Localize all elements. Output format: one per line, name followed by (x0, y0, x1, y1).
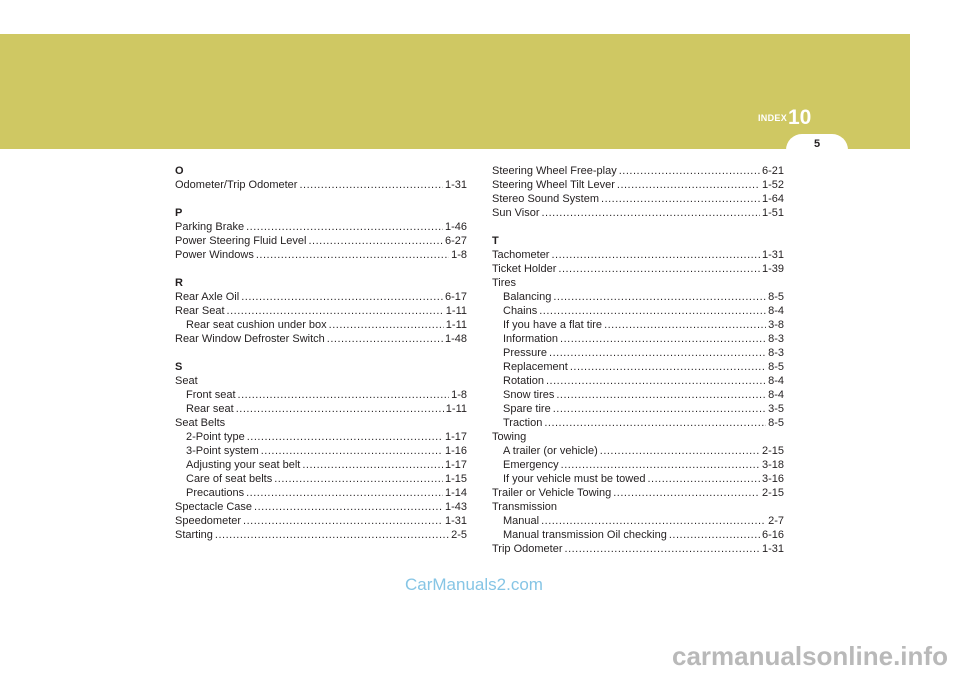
index-entry (492, 430, 784, 444)
index-subentry (492, 388, 784, 402)
dot-leader (299, 178, 443, 192)
entry-page-number: 3-5 (768, 403, 784, 415)
index-letter-heading: O (175, 165, 184, 177)
entry-page-number: 1-51 (761, 207, 784, 219)
index-subentry (175, 430, 467, 444)
entry-page-number: 8-4 (768, 305, 784, 317)
index-entry (175, 304, 467, 318)
index-entry (175, 178, 467, 192)
dot-leader (236, 402, 444, 416)
dot-leader (308, 234, 443, 248)
header-band (0, 34, 910, 149)
entry-page-number: 1-52 (761, 179, 784, 191)
entry-page-number: 3-16 (761, 473, 784, 485)
entry-name: Trailer or Vehicle Towing (492, 487, 612, 499)
entry-name: 3-Point system (186, 445, 259, 457)
entry-name: Chains (503, 305, 538, 317)
dot-leader (604, 318, 766, 332)
entry-page-number: 1-16 (444, 445, 467, 457)
entry-name: Replacement (503, 361, 568, 373)
dot-leader (539, 304, 766, 318)
index-entry (492, 192, 784, 206)
dot-leader (613, 486, 760, 500)
entry-name: Traction (503, 417, 543, 429)
entry-name: Information (503, 333, 559, 345)
dot-leader (553, 290, 766, 304)
entry-name: If you have a flat tire (503, 319, 603, 331)
dot-leader (327, 332, 443, 346)
index-entry (492, 164, 784, 178)
entry-page-number: 2-15 (761, 445, 784, 457)
index-entry (175, 248, 467, 262)
entry-page-number: 8-4 (768, 389, 784, 401)
entry-name: Manual transmission Oil checking (503, 529, 667, 541)
index-entry (492, 276, 784, 290)
index-subentry (175, 318, 467, 332)
dot-leader (256, 248, 449, 262)
dot-leader (243, 514, 443, 528)
index-subentry (175, 402, 467, 416)
index-entry (492, 178, 784, 192)
entry-name: Precautions (186, 487, 245, 499)
entry-name: Emergency (503, 459, 559, 471)
entry-page-number: 8-4 (768, 375, 784, 387)
entry-name: Tires (492, 277, 517, 289)
entry-name: Tachometer (492, 249, 550, 261)
entry-page-number: 1-64 (761, 193, 784, 205)
index-letter-heading: R (175, 277, 183, 289)
index-subentry (492, 290, 784, 304)
index-subentry (492, 528, 784, 542)
dot-leader (254, 500, 443, 514)
entry-page-number: 1-17 (444, 459, 467, 471)
dot-leader (647, 472, 760, 486)
index-column-right (492, 164, 784, 556)
watermark-carmanuals2[interactable]: CarManuals2.com (405, 575, 543, 594)
index-entry (492, 248, 784, 262)
index-subentry (175, 486, 467, 500)
entry-page-number: 1-11 (445, 403, 467, 415)
page-number: 5 (813, 138, 821, 150)
index-column-left (175, 164, 467, 542)
entry-name: Rear Axle Oil (175, 291, 240, 303)
entry-page-number: 8-3 (768, 333, 784, 345)
index-entry (175, 416, 467, 430)
entry-name: Odometer/Trip Odometer (175, 179, 298, 191)
dot-leader (617, 178, 760, 192)
index-entry (175, 514, 467, 528)
index-letter-heading: P (175, 207, 183, 219)
dot-leader (669, 528, 760, 542)
entry-page-number: 1-31 (761, 543, 784, 555)
index-subentry (492, 458, 784, 472)
entry-name: Spare tire (503, 403, 551, 415)
entry-page-number: 1-8 (451, 389, 467, 401)
index-entry (175, 500, 467, 514)
dot-leader (274, 472, 443, 486)
index-entry (492, 500, 784, 514)
dot-leader (565, 542, 760, 556)
index-entry (492, 486, 784, 500)
entry-name: Rear Seat (175, 305, 225, 317)
entry-name: Sun Visor (492, 207, 540, 219)
entry-page-number: 1-31 (761, 249, 784, 261)
entry-name: 2-Point type (186, 431, 245, 443)
index-entry (492, 206, 784, 220)
index-subentry (492, 346, 784, 360)
dot-leader (619, 164, 760, 178)
entry-page-number: 6-21 (761, 165, 784, 177)
entry-name: Towing (492, 431, 527, 443)
entry-name: Steering Wheel Tilt Lever (492, 179, 615, 191)
entry-page-number: 1-17 (444, 431, 467, 443)
entry-page-number: 1-15 (444, 473, 467, 485)
entry-page-number: 1-11 (445, 305, 467, 317)
dot-leader (241, 290, 443, 304)
entry-page-number: 8-3 (768, 347, 784, 359)
entry-name: Care of seat belts (186, 473, 273, 485)
index-subentry (175, 472, 467, 486)
entry-page-number: 1-31 (444, 179, 467, 191)
index-entry (175, 528, 467, 542)
dot-leader (560, 332, 766, 346)
dot-leader (551, 248, 759, 262)
index-letter-heading: T (492, 235, 499, 247)
entry-name: Adjusting your seat belt (186, 459, 301, 471)
dot-leader (246, 220, 443, 234)
index-subentry (492, 332, 784, 346)
index-entry (175, 234, 467, 248)
entry-name: Steering Wheel Free-play (492, 165, 617, 177)
index-subentry (492, 318, 784, 332)
entry-page-number: 1-8 (451, 249, 467, 261)
watermark-carmanualsonline[interactable]: carmanualsonline.info (672, 641, 948, 671)
entry-name: Transmission (492, 501, 557, 513)
dot-leader (600, 444, 760, 458)
dot-leader (546, 374, 766, 388)
entry-page-number: 2-5 (451, 529, 467, 541)
dot-leader (558, 262, 760, 276)
entry-page-number: 8-5 (768, 417, 784, 429)
dot-leader (302, 458, 443, 472)
entry-name: Front seat (186, 389, 236, 401)
entry-name: Rear seat (186, 403, 234, 415)
entry-name: Seat (175, 375, 198, 387)
entry-page-number: 1-48 (444, 333, 467, 345)
entry-name: Stereo Sound System (492, 193, 600, 205)
dot-leader (329, 318, 444, 332)
entry-name: Power Steering Fluid Level (175, 235, 307, 247)
entry-page-number: 8-5 (768, 291, 784, 303)
dot-leader (553, 402, 766, 416)
entry-page-number: 6-17 (444, 291, 467, 303)
index-subentry (175, 458, 467, 472)
index-subentry (492, 374, 784, 388)
dot-leader (549, 346, 766, 360)
dot-leader (247, 430, 443, 444)
entry-page-number: 1-11 (445, 319, 467, 331)
entry-page-number: 3-18 (761, 459, 784, 471)
dot-leader (601, 192, 760, 206)
index-subentry (492, 514, 784, 528)
index-subentry (492, 360, 784, 374)
entry-page-number: 2-15 (761, 487, 784, 499)
entry-name: Manual (503, 515, 540, 527)
dot-leader (544, 416, 766, 430)
entry-name: Trip Odometer (492, 543, 563, 555)
dot-leader (227, 304, 444, 318)
dot-leader (561, 458, 760, 472)
entry-name: Rear Window Defroster Switch (175, 333, 325, 345)
dot-leader (556, 388, 766, 402)
index-subentry (175, 388, 467, 402)
entry-name: A trailer (or vehicle) (503, 445, 598, 457)
entry-name: Spectacle Case (175, 501, 253, 513)
index-entry (175, 220, 467, 234)
index-subentry (175, 444, 467, 458)
dot-leader (542, 206, 760, 220)
index-entry (175, 290, 467, 304)
entry-page-number: 6-27 (444, 235, 467, 247)
entry-name: Speedometer (175, 515, 242, 527)
chapter-number: 10 (788, 106, 812, 129)
index-subentry (492, 416, 784, 430)
entry-page-number: 8-5 (768, 361, 784, 373)
entry-name: Parking Brake (175, 221, 245, 233)
entry-page-number: 6-16 (761, 529, 784, 541)
entry-page-number: 1-39 (761, 263, 784, 275)
entry-name: If your vehicle must be towed (503, 473, 646, 485)
index-entry (492, 262, 784, 276)
index-entry (175, 374, 467, 388)
dot-leader (541, 514, 766, 528)
entry-name: Ticket Holder (492, 263, 557, 275)
chapter-label: INDEX (758, 113, 788, 123)
index-entry (492, 542, 784, 556)
entry-page-number: 1-31 (444, 515, 467, 527)
dot-leader (570, 360, 766, 374)
index-subentry (492, 472, 784, 486)
entry-name: Snow tires (503, 389, 555, 401)
entry-page-number: 3-8 (768, 319, 784, 331)
index-subentry (492, 304, 784, 318)
index-subentry (492, 402, 784, 416)
entry-name: Balancing (503, 291, 552, 303)
index-letter-heading: S (175, 361, 183, 373)
entry-name: Rear seat cushion under box (186, 319, 327, 331)
entry-name: Power Windows (175, 249, 254, 261)
dot-leader (215, 528, 449, 542)
entry-page-number: 1-46 (444, 221, 467, 233)
entry-name: Rotation (503, 375, 544, 387)
entry-page-number: 1-43 (444, 501, 467, 513)
dot-leader (246, 486, 443, 500)
index-entry (175, 332, 467, 346)
entry-page-number: 1-14 (444, 487, 467, 499)
entry-name: Starting (175, 529, 213, 541)
entry-name: Seat Belts (175, 417, 226, 429)
dot-leader (238, 388, 450, 402)
entry-page-number: 2-7 (768, 515, 784, 527)
dot-leader (261, 444, 443, 458)
index-subentry (492, 444, 784, 458)
entry-name: Pressure (503, 347, 548, 359)
